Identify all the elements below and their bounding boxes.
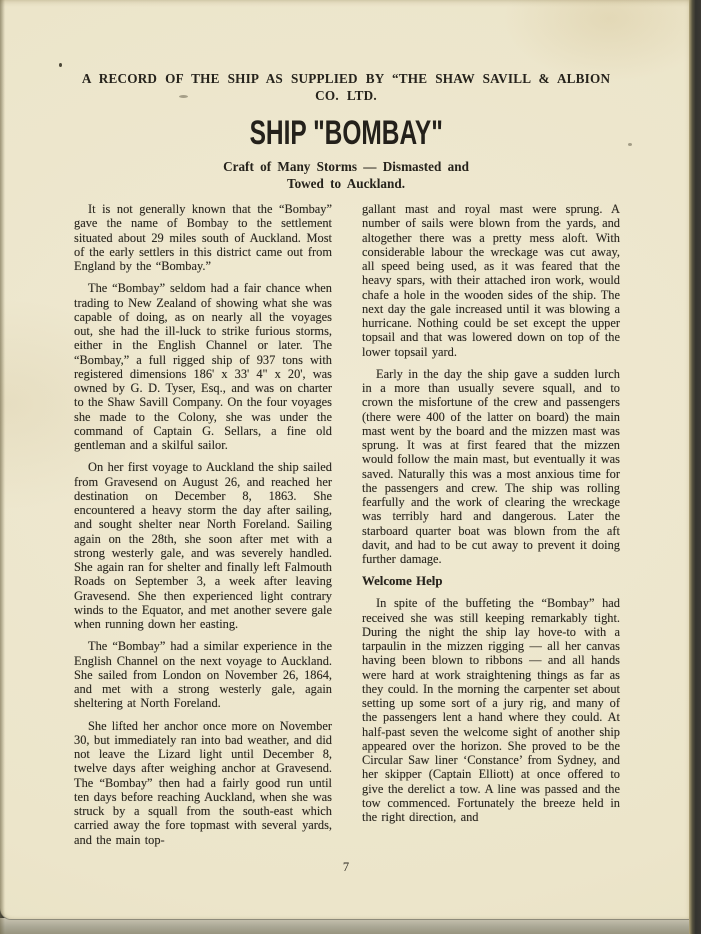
body-paragraph: The “Bombay” seldom had a fair chance when trading to New Zealand of showing what she was capable of doing, as on nearly all the voyages out, she had the ill-luck to strike furious storms, either in the English Channel or later. The “Bombay,” a full rigged ship of 937 tons with registered dimensions 186' x 33' 4" x 20', was owned by G. D. Tyser, Esq., and was on charter to the Shaw Savill Company. On the four voyages she made to the Colony, she was under the command of Captain G. Sellars, a fine old gentleman and a skilful sailor. — [74, 281, 332, 452]
body-paragraph: gallant mast and royal mast were sprung. A number of sails were blown from the yards, and altogether there was a pretty mess aloft. With considerable labour the wreckage was cut away, all speed being used, as it was feared that the heavy spars, with their attached iron work, would chafe a hole in the wooden sides of the ship. The next day the gale increased until it was blowing a hurricane. Nothing could be set except the upper topsail and that was lowered down on top of the lower topsail yard. — [362, 202, 620, 359]
body-paragraph: Early in the day the ship gave a sudden lurch in a more than usually severe squall, and to crown the misfortune of the crew and passengers (there were 400 of the latter on board) the main mast went by the board and the mizzen mast was sprung. It was at first feared that the mizzen would follow the main mast, but eventually it was saved. Naturally this was a most anxious time for the passengers and crew. The ship was rolling fearfully and the work of clearing the wreckage was terribly hard and dangerous. Later the starboard quarter boat was blown from the aft davit, and had to be cut away to prevent it doing further damage. — [362, 366, 620, 566]
page-number: 7 — [342, 860, 350, 874]
body-paragraph: In spite of the buffeting the “Bombay” had received she was still keeping remarkably tight. During the night the ship lay hove-to with a tarpaulin in the mizzen rigging — all her canvas having been blown to ribbons — and all hands were hard at work straightening things as far as they could. In the morning the carpenter set about setting up some sort of a jury rig, and many of the passengers lent a hand where they could. At half-past seven the welcome sight of another ship appeared over the horizon. She proved to be the Circular Saw liner ‘Constance’ from Sydney, and her skipper (Captain Elliott) at once offered to give the derelict a tow. A line was passed and the tow commenced. Fortunately the breeze held in the right direction, and — [362, 596, 620, 824]
supplier-line-1: A RECORD OF THE SHIP AS SUPPLIED BY “THE SHAW SAVILL & ALBION — [81, 71, 611, 86]
supplier-line-2: CO. LTD. — [315, 88, 377, 103]
body-paragraph: On her first voyage to Auckland the ship sailed from Gravesend on August 26, and reached her destination on December 8, 1863. She encountered a heavy storm the day after sailing, and sought shelter near North Foreland. Sailing again on the 28th, she soon after met with a strong westerly gale, and was severely handled. She again ran for shelter and finally left Falmouth Roads on September 3, a week after leaving Gravesend. She then experienced light contrary winds to the Equator, and met another severe gale when running down her easting. — [74, 460, 332, 631]
left-column — [74, 202, 332, 855]
section-heading: Welcome Help — [362, 574, 443, 589]
scan-right-edge — [689, 0, 701, 934]
text-columns — [0, 202, 692, 855]
ink-speck — [59, 63, 62, 67]
body-paragraph: It is not generally known that the “Bombay” gave the name of Bombay to the settlement situated about 29 miles south of Auckland. Most of the early settlers in this district came out from England by the “Bombay.” — [74, 202, 332, 273]
scan-left-edge — [0, 0, 5, 934]
supplier-heading — [0, 0, 692, 104]
subtitle — [0, 159, 692, 192]
ink-speck — [179, 95, 188, 98]
body-paragraph: The “Bombay” had a similar experience in the English Channel on the next voyage to Auckland. She sailed from London on November 26, 1864, and met with a strong westerly gale, again sheltering at North Foreland. — [74, 639, 332, 711]
title-wrap — [0, 115, 692, 152]
scan-bottom-edge — [0, 918, 701, 934]
body-paragraph: She lifted her anchor once more on November 30, but immediately ran into bad weather, and did not leave the Lizard light until December 8, twelve days after weighing anchor at Gravesend. The “Bombay” then had a fairly good run until ten days before reaching Auckland, when she was struck by a squall from the south-east which carried away the fore topmast with several yards, and the main top- — [74, 718, 332, 847]
ink-speck — [628, 143, 632, 146]
page-title: SHIP "BOMBAY" — [249, 114, 443, 152]
subtitle-line-1: Craft of Many Storms — Dismasted and — [223, 159, 469, 174]
right-column — [362, 202, 620, 855]
subtitle-line-2: Towed to Auckland. — [286, 175, 405, 191]
